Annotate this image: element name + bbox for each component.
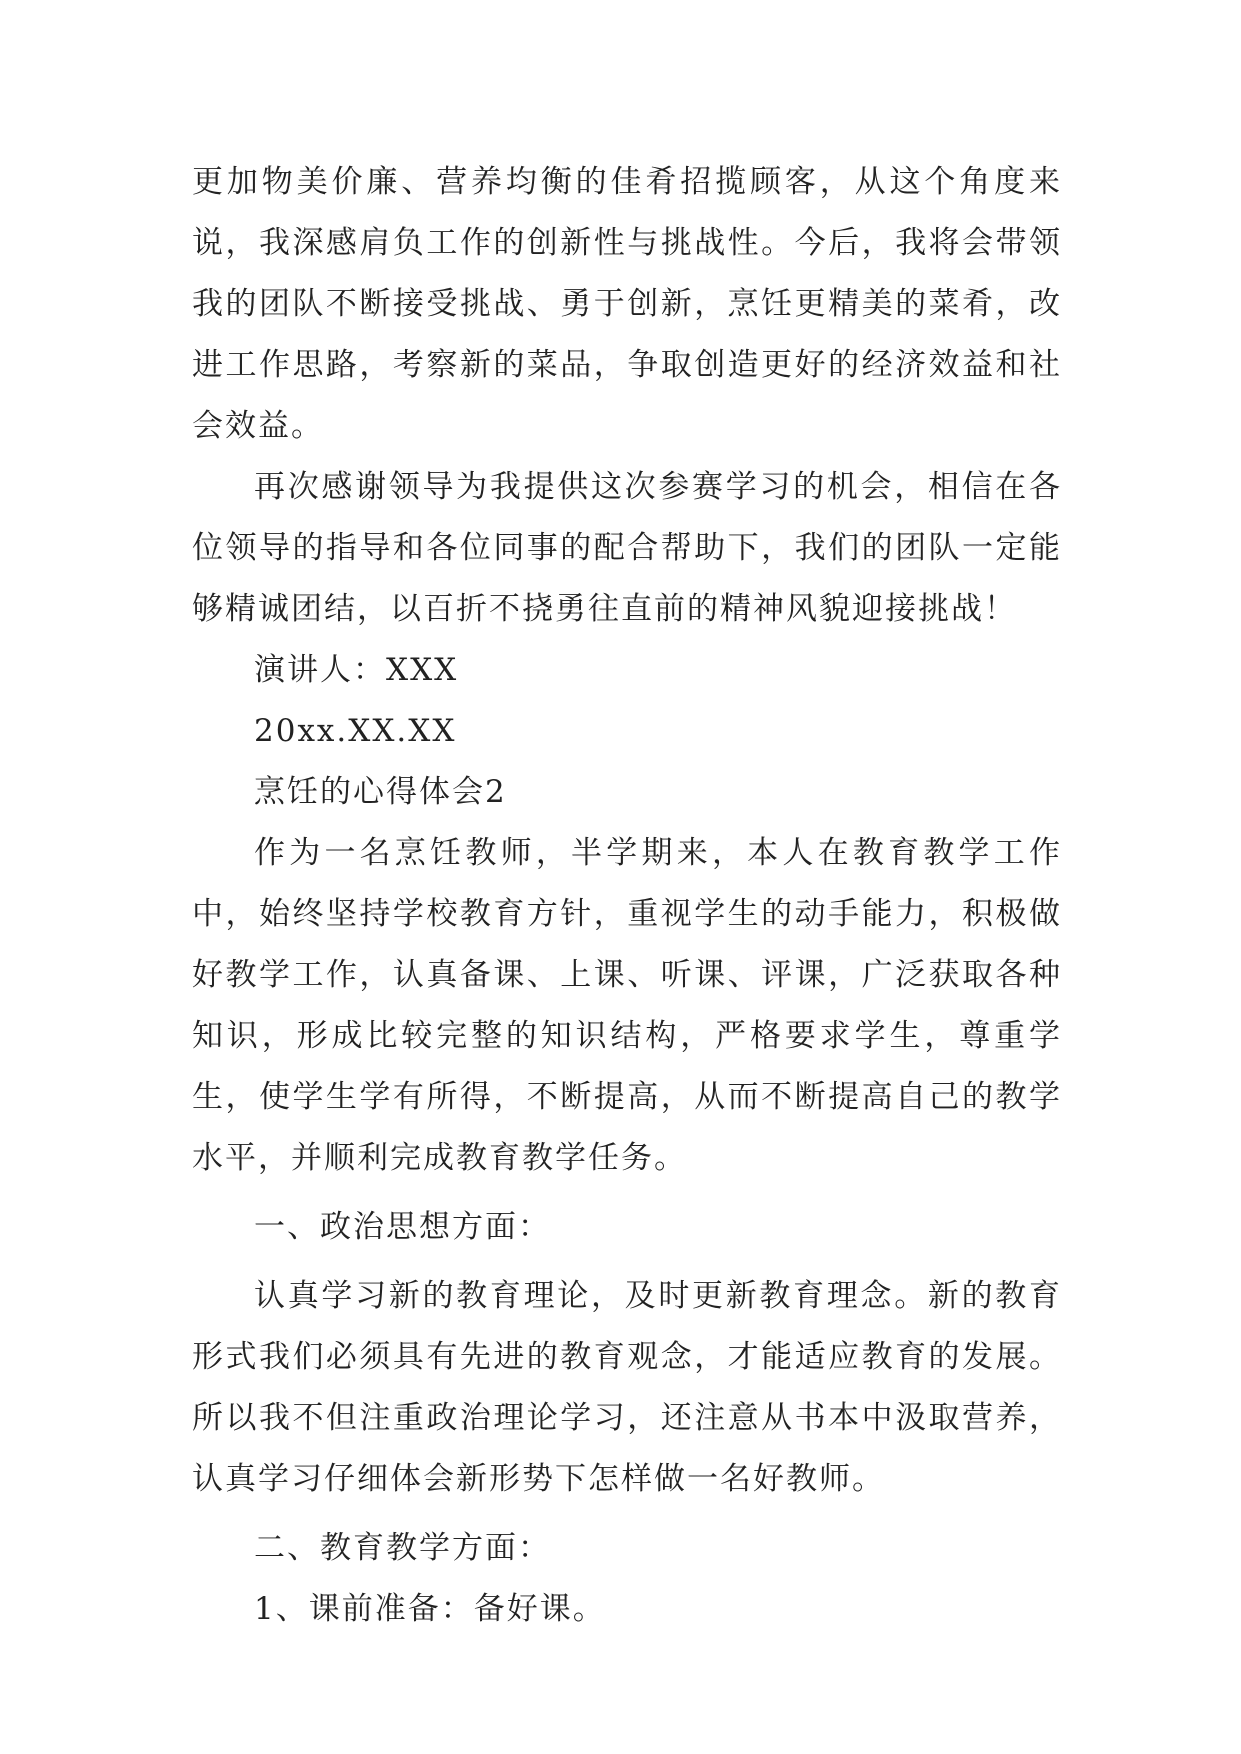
subheading-political: 一、政治思想方面：	[254, 1209, 551, 1245]
paragraph-political: 认真学习新的教育理论，及时更新教育理念。新的教育形式我们必须具有先进的教育观念，才能适应教育的发展。所以我不但注重政治理论学习，还注意从书本中汲取营养，认真学习仔细体会新形势下怎样做一名好教师。	[192, 1278, 1062, 1497]
list-item-preparation: 1、课前准备：备好课。	[254, 1591, 606, 1627]
paragraph-intro: 作为一名烹饪教师，半学期来，本人在教育教学工作中，始终坚持学校教育方针，重视学生的动手能力，积极做好教学工作，认真备课、上课、听课、评课，广泛获取各种知识，形成比较完整的知识结构，严格要求学生，尊重学生，使学生学有所得，不断提高，从而不断提高自己的教学水平，并顺利完成教育教学任务。	[192, 835, 1062, 1176]
date-line: 20xx.XX.XX	[254, 713, 457, 749]
document-body	[192, 152, 1062, 1640]
speaker-line: 演讲人：XXX	[254, 652, 459, 688]
subheading-teaching: 二、教育教学方面：	[254, 1530, 551, 1566]
paragraph-continuation: 更加物美价廉、营养均衡的佳肴招揽顾客，从这个角度来说，我深感肩负工作的创新性与挑战性。今后，我将会带领我的团队不断接受挑战、勇于创新，烹饪更精美的菜肴，改进工作思路，考察新的菜品，争取创造更好的经济效益和社会效益。	[192, 164, 1062, 444]
section-heading: 烹饪的心得体会2	[254, 774, 507, 810]
paragraph-thanks: 再次感谢领导为我提供这次参赛学习的机会，相信在各位领导的指导和各位同事的配合帮助下，我们的团队一定能够精诚团结，以百折不挠勇往直前的精神风貌迎接挑战！	[192, 469, 1062, 627]
